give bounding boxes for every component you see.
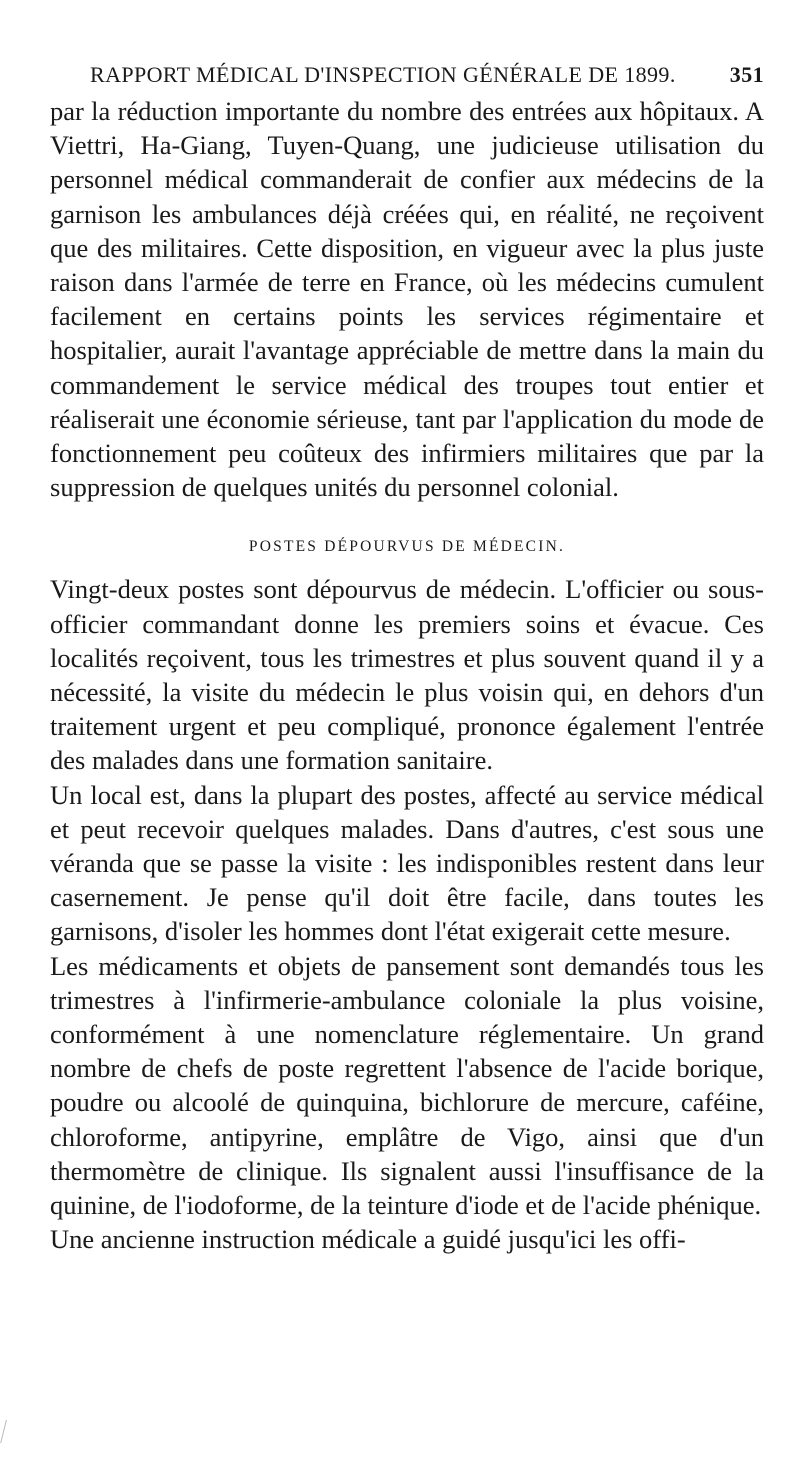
running-header (90, 62, 764, 88)
running-title: RAPPORT MÉDICAL D'INSPECTION GÉNÉRALE DE 1899. (90, 62, 676, 87)
paragraph-5: Une ancienne instruction médicale a guidé jusqu'ici les offi- (50, 1224, 686, 1255)
paragraph-4: Les médicaments et objets de pansement sont demandés tous les trimestres à l'infirmerie-ambulance coloniale la plus voisine, conformément à une nomenclature réglementaire. Un grand nombre de chefs de poste regrettent l'absence de l'acide borique, poudre ou alcoolé de quinquina, bichlorure de mercure, caféine, chloroforme, antipyrine, emplâtre de Vigo, ainsi que d'un thermomètre de clinique. Ils signalent aussi l'insuffisance de la quinine, de l'iodoforme, de la teinture d'iode et de l'acide phénique. (50, 950, 764, 1221)
page-number: 351 (729, 62, 764, 87)
paragraph-2: Vingt-deux postes sont dépourvus de médecin. L'officier ou sous-officier commandant donne les premiers soins et évacue. Ces localités reçoivent, tous les trimestres et plus souvent quand il y a nécessité, la visite du médecin le plus voisin qui, en dehors d'un traitement urgent et peu compliqué, prononce également l'entrée des malades dans une formation sanitaire. (50, 574, 764, 776)
margin-pencil-mark (0, 1420, 11, 1444)
paragraph-1: par la réduction importante du nombre des entrées aux hôpitaux. A Viettri, Ha-Giang, Tuyen-Quang, une judicieuse utilisation du personnel médical commanderait de confier aux médecins de la garnison les ambulances déjà créées qui, en réalité, ne reçoivent que des militaires. Cette disposition, en vigueur avec la plus juste raison dans l'armée de terre en France, où les médecins cumulent facilement en certains points les services régimentaire et hospitalier, aurait l'avantage appréciable de mettre dans la main du commandement le service médical des troupes tout entier et réaliserait une économie sérieuse, tant par l'application du mode de fonctionnement peu coûteux des infirmiers militaires que par la suppression de quelques unités du personnel colonial. (50, 96, 764, 503)
document-page (50, 62, 764, 1257)
paragraph-3: Un local est, dans la plupart des postes, affecté au service médical et peut recevoir quelques malades. Dans d'autres, c'est sous une véranda que se passe la visite : les indisponibles restent dans leur casernement. Je pense qu'il doit être facile, dans toutes les garnisons, d'isoler les hommes dont l'état exigerait cette mesure. (50, 779, 764, 947)
section-title: POSTES DÉPOURVUS DE MÉDECIN. (248, 538, 566, 556)
